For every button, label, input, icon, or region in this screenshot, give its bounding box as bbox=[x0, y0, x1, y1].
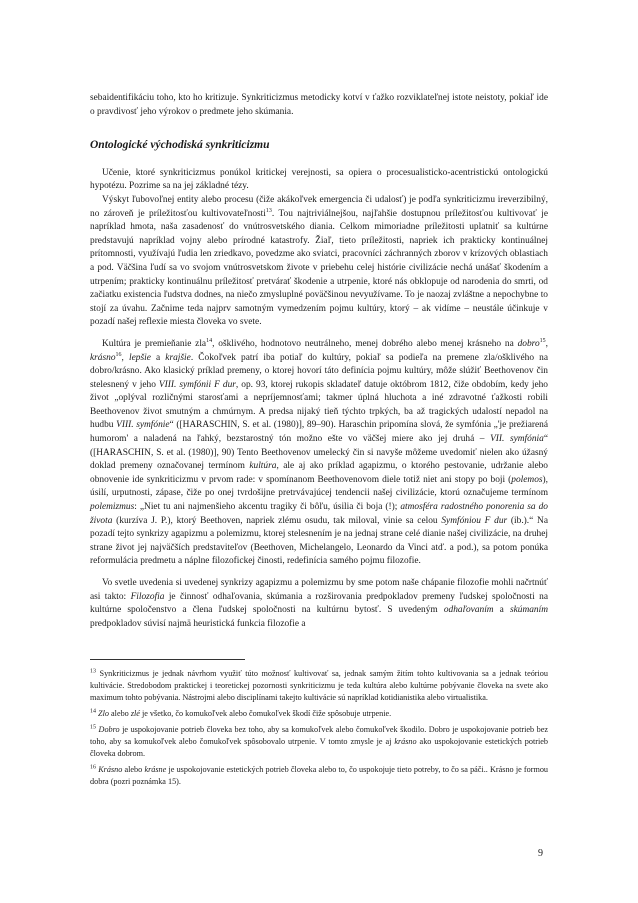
paragraph-4: Vo svetle uvedenia si uvedenej synkrizy agapizmu a polemizmu by sme potom naše chápanie filozofie mohli načrtnúť asi takto: Filozofia je činnosť odhaľovania, skúmania a rozširovania predpokladov premeny ľudskej spoločnosti na kultúrne spoločenstvo a člena ľudskej spoločnosti na kultúrnu bytosť. S uvedeným odhaľovaním a skúmaním predpokladov súvisí najmä heuristická funkcia filozofie a bbox=[90, 578, 549, 629]
footnote-divider bbox=[90, 659, 245, 660]
footnote-ref-15[interactable]: 15 bbox=[539, 337, 546, 344]
footnote-13: $^{13}$ Synkriticizmus je jednak návrhom využiť túto možnosť kultivovať sa, jednak samým žitím tohto kultivovania sa a jednak teóriou kultivácie. Stredobodom praktickej i teoretickej pozornosti synkriticizmu je teda kultúra alebo kultúrne pobývanie človeka na svete ako maximum tohto pobývania. Nástrojmi alebo disciplínami takejto kultivácie sú napríklad kotidianistika alebo virtualistika. bbox=[90, 668, 548, 702]
paragraph-1: Učenie, ktoré synkriticizmus ponúkol kritickej verejnosti, sa opiera o procesualisticko-acentristickú ontologickú hypotézu. Pozrime sa na jej základné tézy. bbox=[90, 167, 548, 192]
page-number: 9 bbox=[538, 848, 543, 859]
paragraph-3: Kultúra je premieňanie zla$^{14}$, ošklivého, hodnotovo neutrálneho, menej dobrého alebo menej krásneho na dobro$^{15}$, krásno$^{16}$, lepšie a krajšie. Čokoľvek patrí iba potiaľ do kultúry, pokiaľ sa podieľa na premene zla/ošklivého na dobro/krásno. Ako klasický príklad premeny, o ktorej hovorí táto definícia pojmu kultúry, môže slúžiť Beethovenov čin stelesnený v jeho VIII. symfónii F dur, op. 93, ktorej rukopis skladateľ datuje októbrom 1812, čiže obdobím, kedy jeho život „oplýval rozličnými starosťami a nepríjemnosťami; takmer úplná hluchota a iné zdravotné ťažkosti robili Beethovenov život smutným a chmúrnym. A predsa nijaký tieň týchto trpkých, ba až tragických udalostí nepadol na hudbu VIII. symfónie“ ([HARASCHIN, S. et al. (1980)], 89–90). Haraschin pripomína slová, že symfónia „'je prežiarená humorom' a naladená na ľahký, bezstarostný tón možno ešte vo väčšej miere ako jej druhá – VII. symfónia“ ([HARASCHIN, S. et al. (1980)], 90) Tento Beethovenov umelecký čin si navyše môžeme uvedomiť nielen ako úžasný doklad premeny označovanej termínom kultúra, ale aj ako príklad agapizmu, o ktorého pestovanie, udržanie alebo obnovenie ide synkriticizmu v prvom rade: v spomínanom Beethovenovom diele totiž niet ani stopy po boji (polemos), úsilí, urputnosti, zápase, čiže po onej tvrdošijne pretrvávajúcej tendencii našej civilizácie, ktorú označujeme termínom polemizmus: „Niet tu ani najmenšieho akcentu tragiky či bôľu, úsilia či boja (!); atmosféra radostného ponorenia sa do života (kurzíva J. P.), ktorý Beethoven, napriek zlému osudu, tak miloval, vinie sa celou Symfóniou F dur (ib.).“ Na pozadí tejto synkrizy agapizmu a polemizmu, ktorej stelesnením je na jednaj strane celé dianie našej civilizácie, na druhej strane život jej najväčších predstaviteľov (Beethoven, Michelangelo, Leonardo da Vinci atď. a pod.), sa potom ponúka reformulácia predmetu a náplne filozofickej činosti, redefinícia samého pojmu filozofie. bbox=[90, 337, 548, 567]
paragraph-2: Výskyt ľubovoľnej entity alebo procesu (čiže akákoľvek emergencia či udalosť) je podľa synkriticizmu ireverzibilný, no zároveň je príležitosťou kultivovateľnosti$^{13}$. Tou najtriviálnejšou, najľahšie dostupnou príležitosťou kultivovať je napríklad hmota, naša zasadenosť do vnútrosvetského diania. Celkom mimoriadne príležitosti uplatniť sa kultúrne predstavujú napríklad vojny alebo prírodné katastrofy. Žiaľ, tieto príležitosti, napriek ich prakticky kontinuálnej prítomnosti, využívajú ľudia len zriedkavo, povedzme ako sviatci, pracovníci záchranných zborov v krízových oblastiach a pod. Väčšina ľudí sa vo svojom vnútrosvetskom živote v priebehu celej histórie civilizácie nechá unášať škodením a utrpením; prakticky kontinuálnu príležitosť pretvárať škodenie a utrpenie, ktoré nás obklopuje od narodenia do smrti, od začiatku existencia ľudstva dodnes, na niečo zmysluplné poväčšinou nevyužívame. To je naozaj zvláštne a nepochybne to stojí za úvahu. Začnime teda najprv samotným vymedzením pojmu kultúry, ktorý – ak vidíme – neustále účinkuje v pozadí našej reflexie miesta človeka vo svete. bbox=[90, 194, 548, 328]
footnote-ref-13[interactable]: 13 bbox=[265, 207, 272, 214]
section-heading: Ontologické východiská synkriticizmu bbox=[90, 139, 270, 152]
main-text bbox=[90, 92, 548, 631]
intro-paragraph: sebaidentifikáciu toho, kto ho kritizuje. Synkriticizmus metodicky kotví v ťažko rozviklateľnej istote neistoty, pokiaľ ide o pravdivosť jeho výrokov o predmete jeho skúmania. bbox=[90, 93, 548, 117]
footnote-15: $^{15}$ Dobro je uspokojovanie potrieb človeka bez toho, aby sa komukoľvek alebo čomukoľvek škodilo. Dobro je uspokojovanie potrieb bez toho, aby sa komukoľvek alebo čomukoľvek spôsobovalo utrpenie. V tomto zmysle je aj krásno ako uspokojovanie estetických potrieb človeka dobrom. bbox=[90, 724, 549, 758]
footnote-16: $^{16}$ Krásno alebo krásne je uspokojovanie estetických potrieb človeka alebo to, čo uspokojuje tieto potreby, to čo sa páči.. Krásno je formou dobra (pozri poznámka 15). bbox=[90, 764, 549, 786]
footnote-ref-16[interactable]: 16 bbox=[115, 351, 122, 358]
footnotes bbox=[90, 668, 548, 792]
footnote-ref-14[interactable]: 14 bbox=[206, 337, 213, 344]
footnote-14: $^{14}$ Zlo alebo zlé je všetko, čo komukoľvek alebo čomukoľvek škodí čiže spôsobuje utrpenie. bbox=[90, 708, 392, 718]
